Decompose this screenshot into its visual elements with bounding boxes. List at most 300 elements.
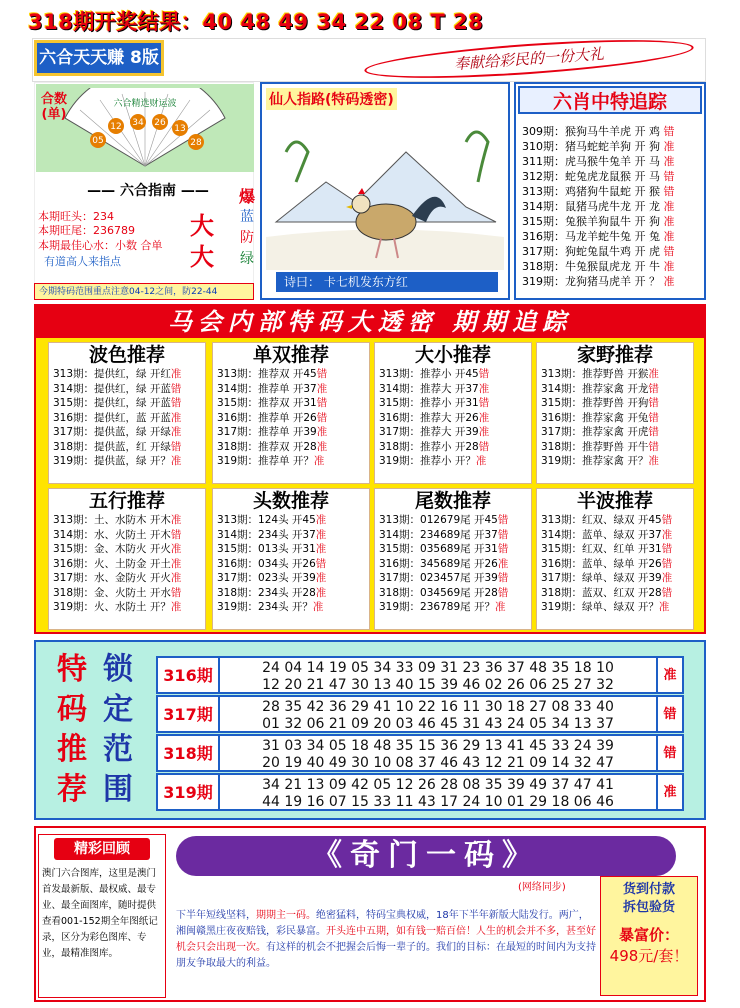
card-row <box>213 425 369 440</box>
card-row-mark: 错 <box>497 514 509 526</box>
card-row <box>213 454 369 469</box>
card-row-text: 319期：236789尾 开？ <box>379 601 495 613</box>
card-row-text: 318期：蓝双、红双 开28 <box>541 586 662 599</box>
big-char-2: 大 <box>190 243 214 271</box>
six-zodiac-row <box>522 274 704 289</box>
card-title: 头数推荐 <box>252 490 329 512</box>
guide-line: 本期旺头：234 <box>38 210 114 223</box>
card-row-text: 316期：034头 开26 <box>217 557 316 570</box>
pick-card <box>536 488 694 630</box>
card-title: 单双推荐 <box>252 344 329 366</box>
card-row <box>537 586 693 601</box>
card-row-mark: 准 <box>315 514 327 526</box>
card-row-mark: 错 <box>316 397 328 409</box>
card-row <box>375 557 531 572</box>
card-row <box>213 600 369 615</box>
lock-word: 推 <box>57 732 87 767</box>
lock-word: 围 <box>103 772 133 807</box>
card-row-text: 317期：绿单、绿双 开39 <box>541 572 662 584</box>
card-row-text: 315期：金、木防火 开火 <box>53 543 171 555</box>
card-row-text: 315期：推荐小 开31 <box>379 397 479 409</box>
lock-period: 317期 <box>156 695 220 733</box>
card-row <box>213 440 369 455</box>
card-row <box>213 557 369 572</box>
card-row <box>49 600 205 615</box>
card-row <box>49 571 205 586</box>
card-row <box>375 367 531 382</box>
card-row <box>375 571 531 586</box>
card-row-mark: 错 <box>648 440 659 453</box>
six-zodiacs: 狗蛇兔鼠牛鸡 <box>565 245 631 258</box>
side-word: 防 <box>240 230 254 246</box>
six-period: 313期： <box>522 185 565 198</box>
fan-number: 34 <box>132 118 144 128</box>
six-result: 错 <box>663 170 675 183</box>
card-row <box>375 528 531 543</box>
card-row-text: 314期：推荐大 开37 <box>379 382 479 395</box>
lock-result: 准 <box>658 656 684 694</box>
card-row-mark: 准 <box>475 455 487 467</box>
card-row-text: 314期：推荐家禽 开龙 <box>541 382 649 395</box>
desc-part: 下半年短线坚料， <box>176 910 256 921</box>
qimen-banner: 《奇门一码》 <box>176 836 676 876</box>
card-row <box>375 440 531 455</box>
six-zodiac-row <box>522 229 704 244</box>
card-row-mark: 准 <box>315 572 327 584</box>
card-row-mark: 错 <box>497 586 509 599</box>
heshu-label: 合数(单) <box>40 92 67 122</box>
results-bar <box>0 0 740 36</box>
card-title: 波色推荐 <box>88 344 165 366</box>
card-row <box>537 382 693 397</box>
side-words <box>236 186 258 270</box>
lock-numbers <box>220 734 658 772</box>
card-row-mark: 准 <box>478 426 490 438</box>
desc-part: 有这样的机会不把握会后悔一辈子的。我们的目标：在最短的时间内为支持朋友争取最大的利益。 <box>176 942 596 969</box>
card-row-mark: 准 <box>170 557 182 570</box>
card-row-text: 318期：034569尾 开28 <box>379 586 498 599</box>
six-zodiacs: 蛇兔虎龙鼠猴 <box>565 170 631 183</box>
six-zodiac-row <box>522 139 704 154</box>
card-row <box>537 600 693 615</box>
card-row-mark: 错 <box>478 397 490 409</box>
card-row-mark: 错 <box>170 397 182 409</box>
card-row <box>375 425 531 440</box>
card-row-mark: 准 <box>661 572 673 584</box>
lock-line: 31 03 34 05 18 48 35 15 36 29 13 41 45 33 24 39 <box>262 738 614 754</box>
pick-card <box>212 342 370 484</box>
qimen-description <box>176 908 596 972</box>
six-open: 开 牛 <box>634 260 660 273</box>
six-zodiacs: 马龙羊蛇牛兔 <box>565 230 631 243</box>
card-row-text: 314期：提供红，绿 开蓝 <box>53 382 171 395</box>
card-row <box>49 454 205 469</box>
card-row-mark: 准 <box>315 586 327 599</box>
card-row-text: 316期：蓝单、绿单 开26 <box>541 557 662 570</box>
big-char <box>190 206 214 272</box>
card-title: 大小推荐 <box>414 344 491 366</box>
cod-line: 拆包验货 <box>622 900 675 915</box>
desc-part: 期期主一码。 <box>256 910 316 921</box>
card-row-text: 314期：水、火防土 开木 <box>53 528 171 541</box>
six-open: 开 马 <box>634 170 660 183</box>
card-row-mark: 错 <box>661 586 673 599</box>
card-row <box>213 542 369 557</box>
card-row-text: 318期：推荐野兽 开牛 <box>541 440 649 453</box>
card-row-mark: 错 <box>170 528 182 541</box>
card-row-mark: 错 <box>661 543 673 555</box>
side-word: 绿 <box>240 251 254 267</box>
card-row-mark: 准 <box>316 426 328 438</box>
review-title: 精彩回顾 <box>54 838 150 860</box>
card-row-text: 319期：火、水防土 开？ <box>53 601 171 613</box>
six-zodiac-row <box>522 184 704 199</box>
card-row-mark: 错 <box>497 572 509 584</box>
card-row-text: 315期：035689尾 开31 <box>379 543 498 555</box>
lock-line: 34 21 13 09 42 05 12 26 28 08 35 39 49 37 47 41 <box>262 777 614 793</box>
pick-card <box>536 342 694 484</box>
six-zodiac-row <box>522 259 704 274</box>
card-row-text: 313期：提供红，绿 开红 <box>53 368 171 380</box>
six-result: 准 <box>663 155 675 168</box>
six-zodiacs: 猪马蛇蛇羊狗 <box>565 140 631 153</box>
lock-line: 24 04 14 19 05 34 33 09 31 23 36 37 48 35 18 10 <box>262 660 614 676</box>
card-row-text: 317期：推荐大 开39 <box>379 426 479 438</box>
card-row <box>49 411 205 426</box>
card-row <box>375 542 531 557</box>
card-row-text: 319期：提供蓝，绿 开？ <box>53 455 171 467</box>
card-row-text: 314期：234689尾 开37 <box>379 528 498 541</box>
six-result: 错 <box>663 185 675 198</box>
section-title: 马会内部特码大透密 期期追踪 <box>36 306 704 338</box>
guide-line: 本期旺尾：236789 <box>38 224 135 237</box>
slogan: 奉献给彩民的一份大礼 <box>363 33 694 86</box>
six-open: 开 兔 <box>634 230 660 243</box>
card-row-mark: 准 <box>661 528 673 541</box>
card-row-text: 319期：234头 开？ <box>217 601 313 613</box>
guide-title-text: 六合指南 <box>120 183 176 199</box>
six-period: 318期： <box>522 260 565 273</box>
card-row-mark: 准 <box>170 368 182 380</box>
results-text: 318期开奖结果：40 48 49 34 22 08 T 28 <box>28 10 484 34</box>
six-period: 319期： <box>522 275 565 288</box>
six-result: 准 <box>663 200 675 213</box>
lock-line: 28 35 42 36 29 41 10 22 16 11 30 18 27 08 33 40 <box>262 699 614 715</box>
six-zodiac-row <box>522 169 704 184</box>
card-row-text: 314期：蓝单、绿双 开37 <box>541 528 662 541</box>
card-row <box>49 396 205 411</box>
card-row <box>49 513 205 528</box>
range-note: 今期特码范围重点注意04-12之间，防22-44 <box>34 283 254 300</box>
card-row-text: 313期：推荐野兽 开猴 <box>541 368 649 380</box>
six-result: 错 <box>663 245 675 258</box>
card-row <box>375 600 531 615</box>
card-row-mark: 错 <box>661 514 673 526</box>
card-row-mark: 错 <box>478 368 490 380</box>
six-zodiacs: 鸡猪狗牛鼠蛇 <box>565 185 631 198</box>
card-row-mark: 错 <box>661 557 673 570</box>
six-zodiac-row <box>522 124 704 139</box>
six-period: 317期： <box>522 245 565 258</box>
card-row-text: 317期：水、金防火 开火 <box>53 572 171 584</box>
cod-line: 货到付款 <box>622 882 675 897</box>
card-row-text: 313期：红双、绿双 开45 <box>541 514 662 526</box>
card-row <box>375 454 531 469</box>
lock-numbers <box>220 773 658 811</box>
card-row <box>213 528 369 543</box>
six-open: 开 鸡 <box>634 125 660 138</box>
six-result: 准 <box>663 215 675 228</box>
card-row <box>537 425 693 440</box>
six-open: 开 狗 <box>634 140 660 153</box>
six-period: 311期： <box>522 155 565 168</box>
lock-word: 码 <box>57 692 87 727</box>
six-period: 312期： <box>522 170 565 183</box>
six-zodiac-row <box>522 154 704 169</box>
card-row-mark: 错 <box>170 382 182 395</box>
card-row-mark: 准 <box>170 514 182 526</box>
six-open: 开 虎 <box>634 245 660 258</box>
big-char-1: 大 <box>190 212 214 240</box>
side-word: 蓝 <box>240 209 254 225</box>
card-row-mark: 准 <box>170 426 182 438</box>
lock-period: 318期 <box>156 734 220 772</box>
card-row-text: 314期：234头 开37 <box>217 528 316 541</box>
card-row-mark: 错 <box>648 426 659 438</box>
six-result: 准 <box>663 140 675 153</box>
side-word: 爆 <box>238 187 255 206</box>
card-row-text: 319期：推荐小 开？ <box>379 455 476 467</box>
six-result: 准 <box>663 230 675 243</box>
card-title: 半波推荐 <box>576 490 653 512</box>
lock-line: 01 32 06 21 09 20 03 46 45 31 43 24 05 34 13 37 <box>262 716 614 732</box>
desc-part: 开头连中五期，如有钱一赔百倍！人生的机会并不多，甚至好机会只会出现一次。 <box>176 926 596 953</box>
fan-number: 26 <box>154 118 166 128</box>
six-zodiacs: 牛兔猴鼠虎龙 <box>565 260 631 273</box>
six-zodiacs: 鼠猪马虎牛龙 <box>565 200 631 213</box>
card-row <box>49 542 205 557</box>
six-result: 准 <box>663 275 675 288</box>
card-row-text: 316期：推荐家禽 开兔 <box>541 411 649 424</box>
card-row-text: 317期：推荐家禽 开虎 <box>541 426 649 438</box>
pick-card <box>48 488 206 630</box>
card-row-text: 319期：绿单、绿双 开？ <box>541 601 659 613</box>
card-row-mark: 准 <box>315 543 327 555</box>
card-row-text: 319期：推荐单 开？ <box>217 455 314 467</box>
six-zodiacs: 虎马猴牛兔羊 <box>565 155 631 168</box>
card-row-text: 317期：提供蓝，绿 开绿 <box>53 426 171 438</box>
desc-part: 绝密猛料，特码宝典权威，18年下半年新版大陆发行。两广，湘闽赣黑庄夜夜赔钱，彩民暴富。 <box>176 910 589 937</box>
six-open: 开 猴 <box>634 185 660 198</box>
card-row-mark: 错 <box>170 586 182 599</box>
six-result: 错 <box>663 125 675 138</box>
card-row <box>49 586 205 601</box>
fan-number: 13 <box>174 124 186 134</box>
lock-word: 锁 <box>103 652 133 687</box>
six-result: 准 <box>663 260 675 273</box>
card-row-mark: 准 <box>170 543 182 555</box>
fan-icon <box>60 88 230 168</box>
card-row-mark: 准 <box>478 382 490 395</box>
fan-number: 05 <box>92 136 104 146</box>
card-row-mark: 准 <box>494 601 506 613</box>
card-row <box>375 396 531 411</box>
card-row <box>213 586 369 601</box>
card-row-mark: 准 <box>648 455 659 467</box>
card-row-mark: 准 <box>170 601 182 613</box>
card-row-mark: 错 <box>648 397 659 409</box>
card-row <box>49 367 205 382</box>
six-zodiac-title: 六肖中特追踪 <box>518 86 702 114</box>
card-row <box>49 425 205 440</box>
card-row-text: 318期：推荐小 开28 <box>379 440 479 453</box>
card-title: 五行推荐 <box>88 490 165 512</box>
card-row <box>213 382 369 397</box>
card-row <box>537 557 693 572</box>
card-row-text: 313期：012679尾 开45 <box>379 514 498 526</box>
lock-line: 44 19 16 07 15 33 11 43 17 24 10 01 29 18 06 46 <box>262 794 614 810</box>
guide-title: —— 六合指南 —— <box>87 183 209 199</box>
six-zodiac-row <box>522 244 704 259</box>
fan-number: 12 <box>110 122 122 132</box>
card-row-text: 317期：023头 开39 <box>217 572 316 584</box>
card-row-mark: 准 <box>170 455 182 467</box>
review-text: 澳门六合图库，这里是澳门首发最新版、最权威、最专业、最全面图库，随时提供查看001-152期全年图纸记录，区分为彩色图库、专业，最精准图库。 <box>42 868 158 959</box>
immortal-title: 仙人指路(特码透密) <box>266 88 397 110</box>
card-row <box>213 411 369 426</box>
card-row <box>49 382 205 397</box>
card-row-text: 316期：火、土防金 开土 <box>53 557 171 570</box>
card-row-mark: 错 <box>497 528 509 541</box>
card-row-mark: 准 <box>497 557 509 570</box>
card-row <box>537 440 693 455</box>
card-row <box>537 454 693 469</box>
pick-card <box>374 488 532 630</box>
six-zodiacs: 龙狗猪马虎羊 <box>565 275 631 288</box>
card-row-text: 313期：推荐双 开45 <box>217 368 317 380</box>
card-row-mark: 准 <box>312 601 324 613</box>
six-zodiac-row <box>522 214 704 229</box>
card-row <box>537 513 693 528</box>
card-row <box>49 557 205 572</box>
pick-card <box>212 488 370 630</box>
card-row-mark: 准 <box>316 440 328 453</box>
card-row-mark: 错 <box>315 557 327 570</box>
card-row-mark: 错 <box>316 411 328 424</box>
card-title: 尾数推荐 <box>414 490 491 512</box>
card-row-text: 315期：提供红，绿 开蓝 <box>53 397 171 409</box>
six-zodiacs: 猴狗马牛羊虎 <box>565 125 631 138</box>
card-row <box>537 367 693 382</box>
fan-title: 六合精选财运波 <box>113 99 177 109</box>
card-row-text: 313期：土、水防木 开木 <box>53 514 171 526</box>
card-row-text: 315期：推荐双 开31 <box>217 397 317 409</box>
lock-words-left <box>50 650 94 810</box>
lock-result: 错 <box>658 734 684 772</box>
card-row-text: 318期：提供蓝，红 开绿 <box>53 440 171 453</box>
card-row-mark: 错 <box>497 543 509 555</box>
lock-word: 特 <box>57 652 87 687</box>
six-open: 开 龙 <box>634 200 660 213</box>
card-row <box>213 571 369 586</box>
card-row-text: 314期：推荐单 开37 <box>217 382 317 395</box>
card-row <box>375 411 531 426</box>
card-row-text: 318期：金、火防土 开水 <box>53 586 171 599</box>
lock-word: 范 <box>103 732 133 767</box>
lock-word: 定 <box>103 692 133 727</box>
card-row-mark: 准 <box>316 382 328 395</box>
lock-line: 12 20 21 47 30 13 40 15 39 46 02 26 06 25 27 32 <box>262 677 614 693</box>
card-row-mark: 准 <box>313 455 325 467</box>
lock-numbers <box>220 656 658 694</box>
pick-card <box>374 342 532 484</box>
lock-word: 荐 <box>57 772 87 807</box>
lock-period: 319期 <box>156 773 220 811</box>
card-row-mark: 错 <box>316 368 328 380</box>
six-period: 309期： <box>522 125 565 138</box>
lock-result: 准 <box>658 773 684 811</box>
card-row <box>537 571 693 586</box>
online-sync: (网络同步) <box>518 882 566 893</box>
card-row <box>213 367 369 382</box>
card-row-text: 313期：124头 开45 <box>217 514 316 526</box>
card-row <box>537 542 693 557</box>
lock-numbers <box>220 695 658 733</box>
card-row <box>537 396 693 411</box>
pick-card <box>48 342 206 484</box>
card-row-text: 318期：234头 开28 <box>217 586 316 599</box>
card-row <box>375 513 531 528</box>
price-box <box>600 876 698 996</box>
card-row-mark: 准 <box>648 368 659 380</box>
six-zodiac-row <box>522 199 704 214</box>
card-row-text: 316期：推荐单 开26 <box>217 411 317 424</box>
six-zodiacs: 兔猴羊狗鼠牛 <box>565 215 631 228</box>
lock-period: 316期 <box>156 656 220 694</box>
card-row-text: 319期：推荐家禽 开？ <box>541 455 649 467</box>
six-period: 314期： <box>522 200 565 213</box>
brand-label: 六合天天赚 8版 <box>34 40 164 76</box>
card-row-mark: 错 <box>170 440 182 453</box>
six-open: 开 狗 <box>634 215 660 228</box>
fan-number: 28 <box>190 138 202 148</box>
card-row-text: 313期：推荐小 开45 <box>379 368 479 380</box>
poem-bar: 诗曰： 卡七机发东方红 <box>276 272 498 292</box>
card-row-text: 318期：推荐双 开28 <box>217 440 317 453</box>
price-label: 暴富价： <box>618 926 679 944</box>
six-period: 316期： <box>522 230 565 243</box>
rooster-illustration <box>266 112 504 270</box>
card-row-mark: 准 <box>170 572 182 584</box>
card-title: 家野推荐 <box>576 344 653 366</box>
six-open: 开 ？ <box>634 275 660 288</box>
six-period: 310期： <box>522 140 565 153</box>
card-row <box>213 513 369 528</box>
price-value: 498元/套！ <box>609 947 689 965</box>
lock-result: 错 <box>658 695 684 733</box>
card-row <box>537 411 693 426</box>
card-row-mark: 错 <box>648 411 659 424</box>
card-row-text: 317期：推荐单 开39 <box>217 426 317 438</box>
card-row-mark: 错 <box>648 382 659 395</box>
card-row-text: 315期：红双、红单 开31 <box>541 543 662 555</box>
card-row <box>213 396 369 411</box>
guide-line: 有道高人来指点 <box>44 255 121 268</box>
card-row <box>375 586 531 601</box>
card-row-mark: 错 <box>478 440 490 453</box>
card-row <box>49 528 205 543</box>
card-row-mark: 准 <box>658 601 670 613</box>
